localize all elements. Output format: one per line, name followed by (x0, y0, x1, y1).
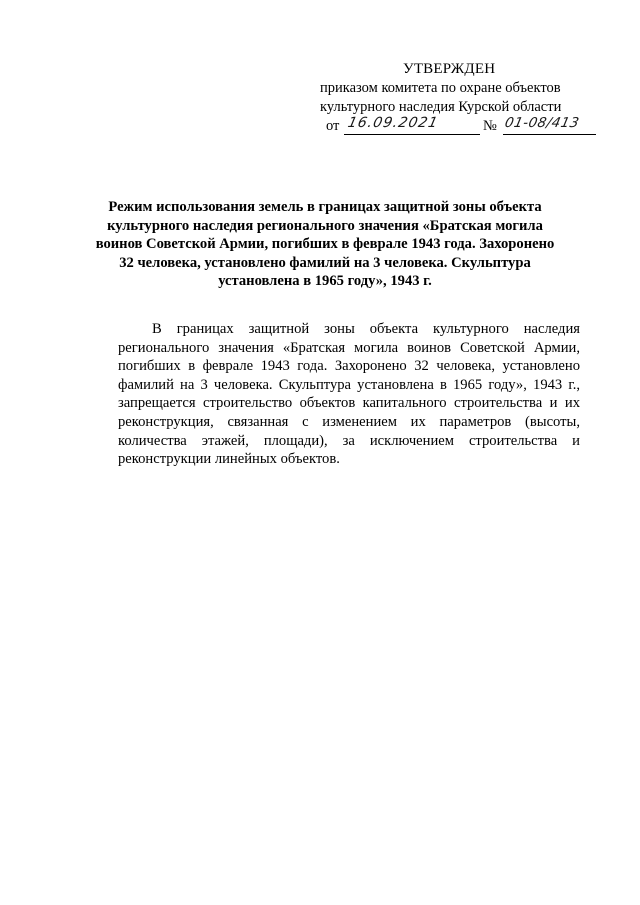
body-line-2: регионального значения «Братская могила воинов Советской Армии, (118, 339, 580, 356)
title-line-2: культурного наследия регионального значения «Братская могила (107, 217, 543, 234)
body-line-4: фамилий на 3 человека. Скульптура установлена в 1965 году», 1943 г., (118, 376, 580, 393)
body-line-5: запрещается строительство объектов капитального строительства и их (118, 395, 580, 412)
body-paragraph (118, 320, 580, 469)
order-number-label: № (483, 118, 497, 134)
body-line-1: В границах защитной зоны объекта культурного наследия (152, 321, 580, 337)
title-line-1: Режим использования земель в границах защитной зоны объекта (108, 199, 542, 215)
title-line-5: установлена в 1965 году», 1943 г. (218, 273, 432, 290)
title-line-4: 32 человека, установлено фамилий на 3 человека. Скульптура (119, 254, 531, 271)
approval-title: УТВЕРЖДЕН (403, 61, 496, 77)
order-number-handwritten: 01-08/413 (503, 115, 581, 131)
order-number-field (503, 117, 596, 135)
order-reference (326, 117, 596, 137)
order-date-handwritten: 16.09.2021 (346, 115, 440, 131)
order-date-field (344, 117, 480, 135)
approval-line-1: приказом комитета по охране объектов (320, 80, 561, 96)
approval-line-2: культурного наследия Курской области (320, 99, 562, 115)
body-line-6: реконструкция, связанная с изменением их параметров (высоты, (118, 413, 580, 430)
document-title (80, 198, 570, 291)
body-line-7: количества этажей, площади), за исключением строительства и (118, 432, 580, 449)
body-line-3: погибших в феврале 1943 года. Захоронено 32 человека, установлено (118, 358, 580, 375)
body-line-8: реконструкции линейных объектов. (118, 451, 340, 468)
order-date-label: от (326, 118, 340, 134)
title-line-3: воинов Советской Армии, погибших в феврале 1943 года. Захоронено (95, 236, 555, 253)
